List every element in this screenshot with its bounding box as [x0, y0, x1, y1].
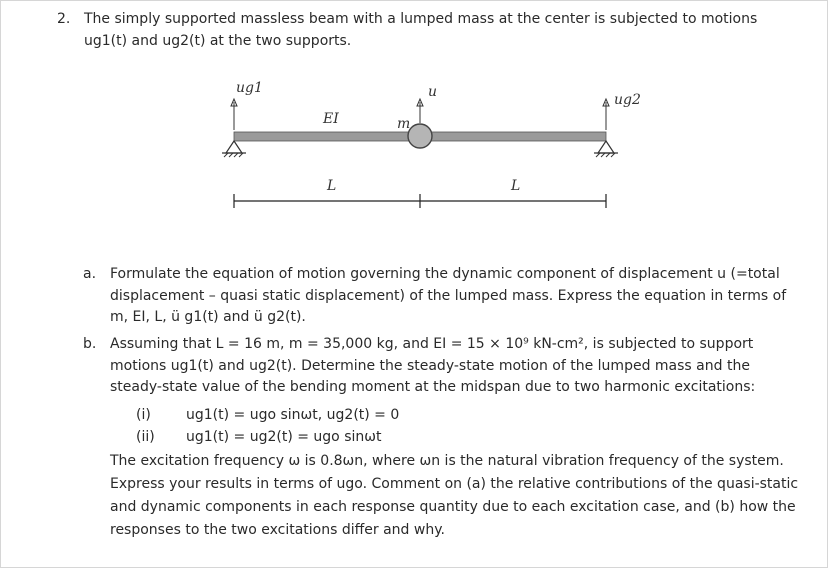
beam-figure — [210, 78, 641, 218]
mass-label: m — [397, 116, 411, 132]
ug2-label: ug2 — [614, 92, 641, 108]
case-1-equation: ug1(t) = ugo sinωt, ug2(t) = 0 — [186, 407, 400, 423]
case-1-label: (i) — [136, 407, 151, 423]
part-b-text: Assuming that L = 16 m, m = 35,000 kg, and EI = 15 × 10⁹ kN-cm², is subjected to support motions ug1(t) and ug2(t). Determine the steady-state motion of the lumped mass and the steady-state value of the bending moment at the midspan due to two harmonic excitations: — [110, 336, 756, 395]
part-a-text: Formulate the equation of motion governing the dynamic component of displacement u (=total displacement – quasi static displacement) of the lumped mass. Express the equation in terms of m, EI, L, ü g1(t) and ü g2(t). — [110, 266, 787, 325]
u-label: u — [428, 84, 438, 100]
u-arrow — [417, 99, 423, 123]
left-support — [222, 141, 246, 157]
part-b-closing: The excitation frequency ω is 0.8ωn, where ωn is the natural vibration frequency of the system. Express your results in terms of ugo. Comment on (a) the relative contributions of the quasi-static and dynamic components in each response quantity due to each excitation case, and (b) how the responses to the two excitations differ and why. — [110, 453, 799, 538]
span-label-left: L — [327, 178, 337, 194]
lumped-mass — [408, 124, 432, 148]
ug2-arrow — [603, 99, 609, 130]
part-a-label: a. — [83, 266, 97, 282]
case-2-label: (ii) — [136, 429, 155, 445]
problem-statement: The simply supported massless beam with a lumped mass at the center is subjected to motions ug1(t) and ug2(t) at the two supports. — [84, 11, 758, 49]
ug1-arrow — [231, 99, 237, 130]
part-b-label: b. — [83, 336, 97, 352]
ei-label: EI — [323, 111, 339, 127]
case-2-equation: ug1(t) = ug2(t) = ugo sinωt — [186, 429, 382, 445]
question-number: 2. — [57, 11, 71, 27]
beam-diagram — [210, 78, 641, 218]
dimension-line — [234, 194, 606, 208]
span-label-right: L — [511, 178, 521, 194]
ug1-label: ug1 — [236, 80, 263, 96]
right-support — [594, 141, 618, 157]
